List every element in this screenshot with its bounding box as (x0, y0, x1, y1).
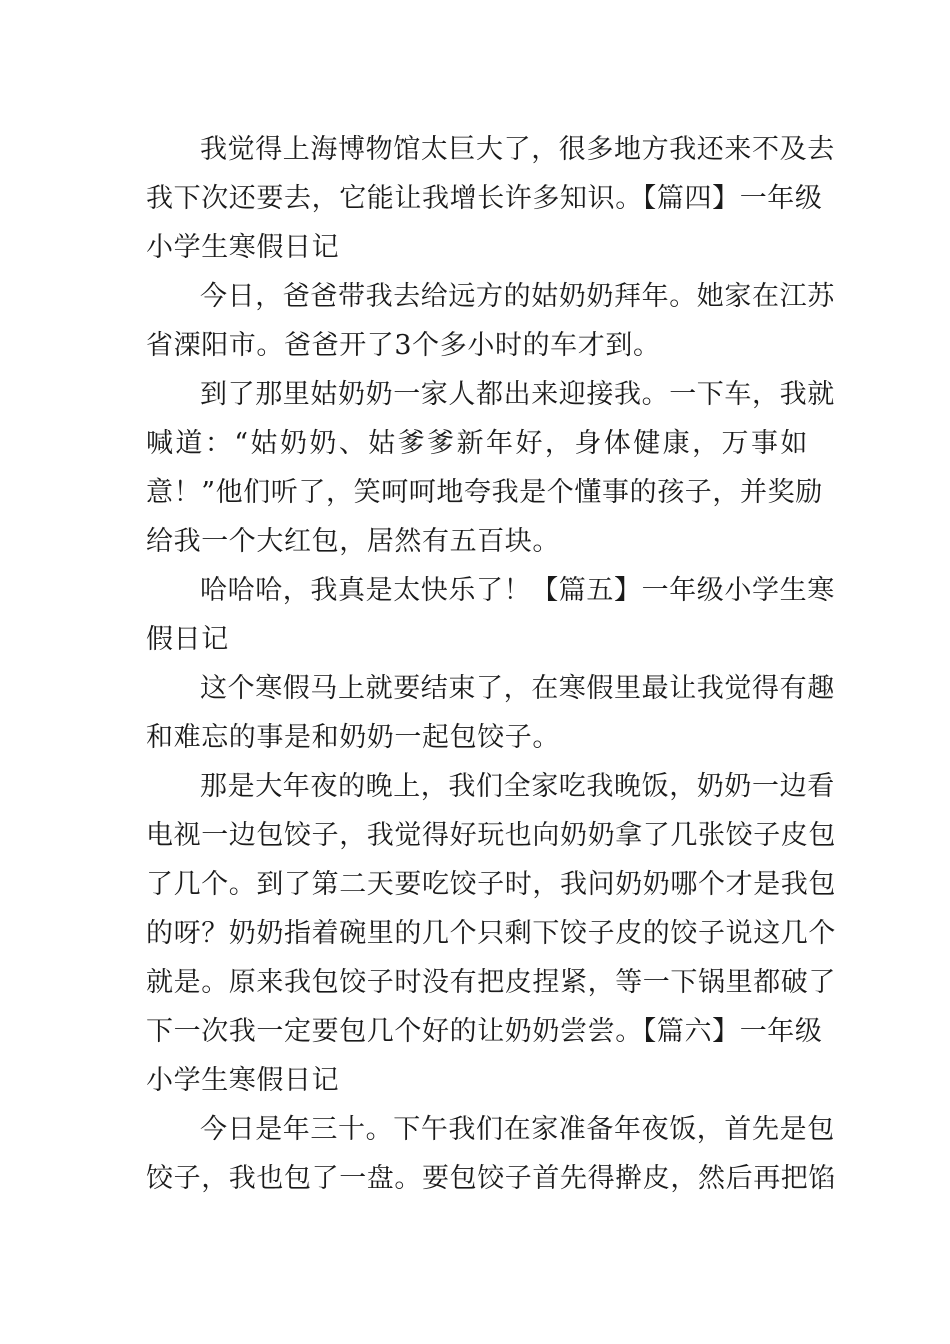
text-line: 那是大年夜的晚上，我们全家吃我晚饭，奶奶一边看 (200, 771, 835, 802)
text-line: 了几个。到了第二天要吃饺子时，我问奶奶哪个才是我包 (146, 869, 836, 900)
text-line: 就是。原来我包饺子时没有把皮捏紧，等一下锅里都破了 (146, 967, 836, 998)
text-line: 假日记 (146, 624, 229, 655)
text-line: 给我一个大红包，居然有五百块。 (146, 526, 560, 557)
text-line: 哈哈哈，我真是太快乐了！【篇五】一年级小学生寒 (200, 575, 835, 606)
text-line: 下一次我一定要包几个好的让奶奶尝尝。【篇六】一年级 (146, 1016, 823, 1047)
document-body (146, 125, 836, 1203)
text-line: 喊道：“姑奶奶、姑爹爹新年好，身体健康，万事如 (146, 428, 808, 459)
text-line: 小学生寒假日记 (146, 232, 340, 263)
text-line: 我下次还要去，它能让我增长许多知识。【篇四】一年级 (146, 183, 823, 214)
text-line: 今日，爸爸带我去给远方的姑奶奶拜年。她家在江苏 (200, 281, 835, 312)
text-line: 我觉得上海博物馆太巨大了，很多地方我还来不及去 (200, 134, 835, 165)
text-line: 的呀？奶奶指着碗里的几个只剩下饺子皮的饺子说这几个 (146, 918, 836, 949)
text-line: 小学生寒假日记 (146, 1065, 340, 1096)
text-line: 这个寒假马上就要结束了，在寒假里最让我觉得有趣 (200, 673, 835, 704)
text-line: 电视一边包饺子，我觉得好玩也向奶奶拿了几张饺子皮包 (146, 820, 836, 851)
text-line: 到了那里姑奶奶一家人都出来迎接我。一下车，我就 (200, 379, 835, 410)
text-line: 今日是年三十。下午我们在家准备年夜饭，首先是包 (200, 1114, 835, 1145)
text-line: 饺子，我也包了一盘。要包饺子首先得擀皮，然后再把馅 (146, 1163, 836, 1194)
text-line: 省溧阳市。爸爸开了3个多小时的车才到。 (146, 330, 661, 361)
text-line: 和难忘的事是和奶奶一起包饺子。 (146, 722, 560, 753)
text-line: 意！”他们听了，笑呵呵地夸我是个懂事的孩子，并奖励 (146, 477, 823, 508)
